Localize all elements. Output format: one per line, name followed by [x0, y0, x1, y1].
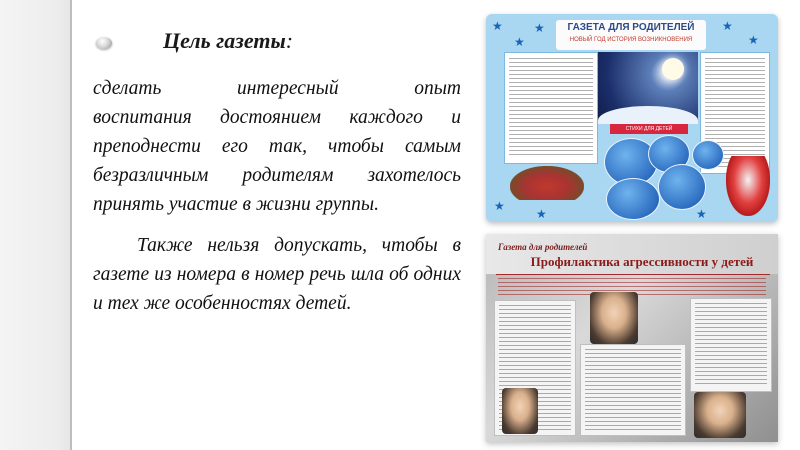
star-icon: ★	[722, 19, 733, 33]
poster1-poem-circle	[606, 178, 660, 220]
poster-aggression-newspaper	[486, 234, 778, 442]
paragraph-goal-rest: воспитания достоянием каждого и преподнести его так, чтобы самым безразличным родителям захотелось принять участие в жизни группы.	[93, 107, 461, 215]
paragraph-goal-first-line: сделать интересный опыт	[93, 78, 461, 99]
poster2-divider	[496, 274, 770, 275]
poster1-header	[556, 20, 706, 50]
star-icon: ★	[492, 19, 503, 33]
star-icon: ★	[534, 21, 545, 35]
poster1-subtitle: НОВЫЙ ГОД ИСТОРИЯ ВОЗНИКНОВЕНИЯ	[569, 37, 693, 43]
paragraph-warning: Также нельзя допускать, чтобы в газете из номера в номер речь шла об одних и тех же особенностях детей.	[93, 235, 461, 314]
page-margin-line	[70, 0, 72, 450]
poster2-header-label: Газета для родителей	[498, 242, 588, 252]
poster1-santa-image	[726, 156, 770, 216]
poster1-poem-circle	[692, 140, 724, 170]
poster2-child-photo	[502, 388, 538, 434]
bullet-icon	[96, 37, 112, 49]
poster1-article-left	[504, 52, 598, 164]
poster1-poems-banner: СТИХИ ДЛЯ ДЕТЕЙ	[610, 124, 688, 134]
poster-new-year-newspaper	[486, 14, 778, 222]
star-icon: ★	[696, 207, 707, 221]
star-icon: ★	[514, 35, 525, 49]
poster1-moon-image	[662, 58, 684, 80]
slide-title-text: Цель газеты	[163, 28, 286, 53]
poster1-title: ГАЗЕТА ДЛЯ РОДИТЕЛЕЙ	[567, 22, 695, 33]
paragraph-goal	[93, 74, 461, 219]
poster1-sleigh-image	[510, 166, 584, 200]
poster2-title: Профилактика агрессивности у детей	[530, 254, 754, 269]
poster2-column-middle	[580, 344, 686, 436]
page-left-margin	[0, 0, 70, 450]
star-icon: ★	[494, 199, 505, 213]
poster2-angry-child-photo	[590, 292, 638, 344]
poster1-poem-circle	[658, 164, 706, 210]
slide-title	[163, 28, 293, 54]
poster2-crying-child-photo	[694, 392, 746, 438]
slide-title-colon: :	[285, 28, 294, 53]
poster2-column-right	[690, 298, 772, 392]
star-icon: ★	[748, 33, 759, 47]
star-icon: ★	[536, 207, 547, 221]
